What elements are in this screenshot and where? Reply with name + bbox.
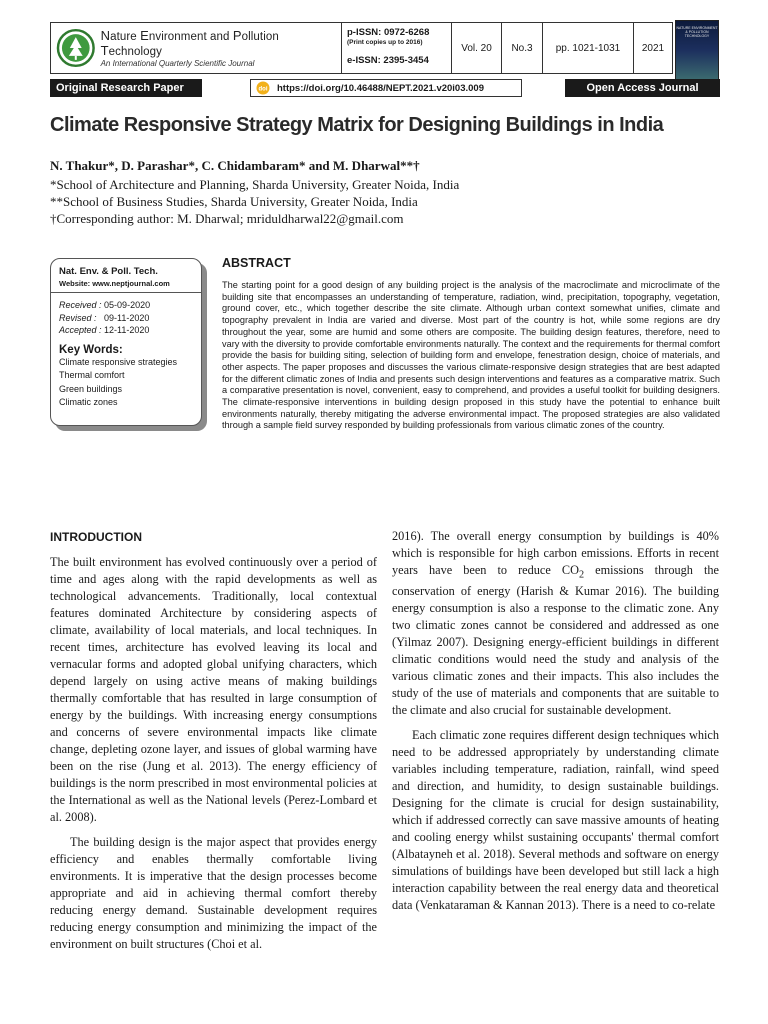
- doi-link[interactable]: [250, 79, 522, 97]
- keyword-item: Green buildings: [59, 383, 123, 394]
- info-divider: [51, 292, 201, 293]
- paragraph: The built environment has evolved continuously over a period of time and ages along with the rapid developments as well as technological advancements. Traditionally, local contextual features dominated Architecture by considering aspects of climate, availability of local materials, and local techniques. In recent times, architecture has evolved leaving its local and vernacular forms and adopted global unifying characters, which depend largely on using active means of making buildings thermally comfortable that has resulted in large consumption of energy by the buildings. With increasing energy consumptions and concerns of severe environmental impacts like climate change, depleting ozone layer, and issues of global warming have been on the rise (Jung et al. 2013). The energy efficiency of buildings is the norm prescribed in most environmental policies at the International as well as the National levels (Perez-Lombard et al. 2008).: [50, 555, 377, 824]
- revised-date: Revised : 09-11-2020: [59, 312, 150, 323]
- issue-number: No.3: [502, 23, 543, 73]
- journal-cover-thumbnail: NATURE ENVIRONMENT & POLLUTION TECHNOLOGY: [675, 20, 719, 80]
- received-date: Received : 05-09-2020: [59, 300, 151, 310]
- affiliation-2: **School of Business Studies, Sharda University, Greater Noida, India: [50, 194, 418, 209]
- keyword-item: Climate responsive strategies: [59, 356, 178, 367]
- article-info-box: [50, 258, 202, 426]
- paper-type-label: Original Research Paper: [50, 79, 202, 97]
- corresponding-author[interactable]: †Corresponding author: M. Dharwal; mriduldharwal22@gmail.com: [50, 211, 404, 226]
- journal-name: Nature Environment and Pollution Technology: [100, 28, 279, 58]
- keyword-item: Climatic zones: [59, 397, 118, 407]
- journal-website[interactable]: Website: www.neptjournal.com: [59, 279, 170, 288]
- p-issn: p-ISSN: 0972-6268: [347, 27, 430, 38]
- introduction-heading: INTRODUCTION: [50, 530, 142, 544]
- body-column-left: [50, 554, 377, 953]
- page-range: pp. 1021-1031: [543, 23, 634, 73]
- svg-text:doi: doi: [258, 86, 268, 93]
- accepted-date: Accepted : 12-11-2020: [59, 325, 150, 335]
- doi-icon: [255, 81, 271, 95]
- year: 2021: [641, 42, 665, 54]
- journal-branding: [51, 23, 342, 73]
- affiliation-1: *School of Architecture and Planning, Sharda University, Greater Noida, India: [50, 177, 460, 192]
- paper-title: Climate Responsive Strategy Matrix for Designing Buildings in India: [50, 114, 664, 136]
- abstract-heading: ABSTRACT: [222, 256, 291, 270]
- access-label: Open Access Journal: [565, 79, 720, 97]
- journal-logo-icon: [56, 28, 96, 68]
- doi-text[interactable]: https://doi.org/10.46488/NEPT.2021.v20i03.009: [277, 82, 484, 94]
- keyword-item: Thermal comfort: [59, 370, 125, 380]
- volume: Vol. 20: [452, 23, 502, 73]
- paragraph: Each climatic zone requires different design techniques which need to be addressed appropriately by understanding climate variables including temperature, radiation, rainfall, wind speed and direction, and humidity, to design sustainable buildings. Designing for the climate is crucial for design sustainability, which if addressed correctly can save massive amounts of heating and cooling energy whilst sustaining occupants' thermal comfort (Albatayneh et al. 2018). Several methods and software on energy simulations of buildings have been developed but still lack a high interaction capability between the real energy data and theoretical data (Venkataraman & Kannan 2013). There is a need to co-relate: [392, 728, 719, 913]
- paragraph: 2016). The overall energy consumption by buildings is 40% which is responsible for high carbon emissions. Efforts in recent years have been to reduce $CO_2$ emissions through the conservation of energy (Harish & Kumar 2016). The building energy consumption is also a response to the climatic zone. Any two climatic zones cannot be considered and addressed as one (Yilmaz 2007). Designing energy-efficient buildings in different climatic conditions would need the study and analysis of the various climatic zones and their impacts. This also includes the study of the use of materials and components that are suitable to the climate and also crucial for sustainable development.: [392, 529, 719, 718]
- keywords-heading: Key Words:: [59, 343, 123, 356]
- issn-block: [342, 23, 452, 73]
- body-column-right: [392, 528, 719, 914]
- journal-subtitle: An International Quarterly Scientific Journal: [100, 59, 255, 68]
- journal-abbrev: Nat. Env. & Poll. Tech.: [59, 266, 158, 277]
- e-issn: e-ISSN: 2395-3454: [347, 55, 429, 66]
- journal-header: [50, 22, 673, 74]
- paragraph: The building design is the major aspect that provides energy efficiency and enables thermally comfortable living environments. It is imperative that the design processes become appropriate and aid in achieving thermal comfort thereby reducing energy demand. Sustainable development requires reducing energy consumption and minimizing the impact of the environment on built structures (Choi et al.: [50, 835, 377, 951]
- author-list: N. Thakur*, D. Parashar*, C. Chidambaram* and M. Dharwal**†: [50, 158, 420, 173]
- abstract-text: The starting point for a good design of any building project is the analysis of the macroclimate and microclimate of the building site that encompasses an understanding of temperature, radiation, wind, precipitation, topography, vegetation, ground cover, etc., which together describe the site climate. Although urban context somewhat unifies, climate and topography prevalent in India are varied and diverse. Most part of the country is hot, while some regions are dry throughout the year, some are humid and some others are composite. The building design features, therefore, need to vary with the diversity to provide comfortable environments naturally. The context and the requirements for thermal comfort provide the basis for building siting, selection of building form and envelope, fenestration design, choice of materials, and other aspects. The paper proposes and discusses the various climate-responsive design strategies that are best adapted for the different climatic zones of India and presents such design interventions and features as a comparative matrix. Such a comparative presentation is novel, convenient, easy to comprehend, and provides a useful toolkit for building designers. The climate-responsive interventions in building design proposed in this study have the potential to enhance built environments naturally, thereby mitigating the adverse environmental impact. The proposed strategies are also validated through a sample field survey responded by building professionals from various climatic zones of the country.: [222, 280, 720, 431]
- p-issn-note: (Print copies up to 2016): [347, 39, 423, 46]
